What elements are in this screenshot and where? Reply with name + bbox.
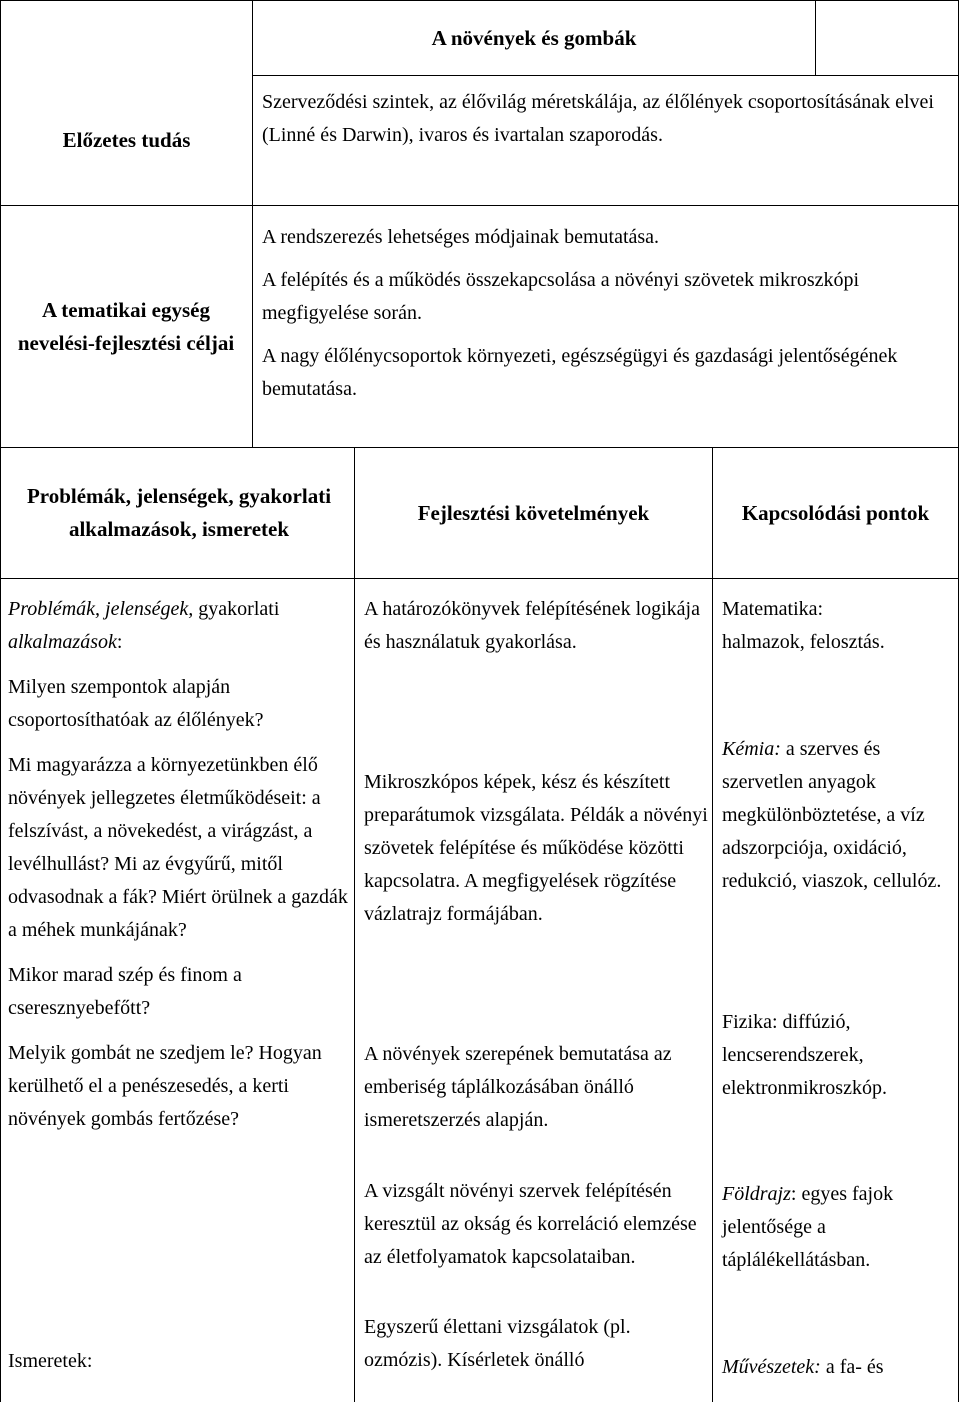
requirement-item: Mikroszkópos képek, kész és készített preparátumok vizsgálata. Példák a növényi szövetek felépítése és működése közötti kapcsolatra. A megfigyelések rögzítése vázlatrajz formájában. <box>364 771 708 925</box>
column-header-row-bottom <box>0 578 959 579</box>
column-divider-1 <box>354 447 355 1402</box>
problem-question: Mi magyarázza a környezetünkben élő növények jellegzetes életműködéseit: a felszívást, a növekedést, a virágzást, a levélhullást? Mi az évgyűrű, mitől odvasodnak a fák? Miért örülnek a gazdák a méhek munkájának? <box>8 754 348 941</box>
connection-geography <box>722 1178 954 1277</box>
title-row-bottom <box>252 75 959 76</box>
goal-item: A felépítés és a működés összekapcsolása a növényi szövetek mikroszkópi megfigyelése során. <box>262 269 860 324</box>
requirement-item: Egyszerű élettani vizsgálatok (pl. ozmózis). Kísérletek önálló <box>364 1316 631 1371</box>
connection-physics-label: Fizika <box>722 1011 772 1033</box>
previous-knowledge-text: Szerveződési szintek, az élővilág méretskálája, az élőlények csoportosításának elvei (Linné és Darwin), ivaros és ivartalan szaporodás. <box>262 91 934 146</box>
problems-column <box>8 593 352 1136</box>
requirement-item: A határozókönyvek felépítésének logikája és használatuk gyakorlása. <box>364 598 700 653</box>
problem-question: Milyen szempontok alapján csoportosíthatóak az élőlények? <box>8 676 264 731</box>
connection-physics <box>722 1006 954 1105</box>
page-title: A növények és gombák <box>431 25 637 50</box>
title-row-divider <box>815 0 816 75</box>
connection-chemistry-label: Kémia: <box>722 738 781 760</box>
connection-arts <box>722 1351 954 1384</box>
goals-list <box>262 221 942 406</box>
connection-arts-label: Művészetek: <box>722 1356 821 1378</box>
goal-item: A nagy élőlénycsoportok környezeti, egészségügyi és gazdasági jelentőségének bemutatása. <box>262 345 898 400</box>
column-header-requirements: Fejlesztési követelmények <box>417 500 650 525</box>
connection-geography-label: Földrajz <box>722 1183 791 1205</box>
column-header-connections: Kapcsolódási pontok <box>741 500 930 525</box>
previous-knowledge-label: Előzetes tudás <box>62 128 191 152</box>
connection-geography-text: : egyes fajok jelentősége a táplálékellátásban. <box>722 1183 894 1271</box>
goals-label: A tematikai egység nevelési-fejlesztési céljai <box>17 297 235 355</box>
requirement-item: A vizsgált növényi szervek felépítésén keresztül az okság és korreláció elemzése az életfolyamatok kapcsolataiban. <box>364 1180 697 1268</box>
requirement-item: A növények szerepének bemutatása az emberiség táplálkozásában önálló ismeretszerzés alapján. <box>364 1043 672 1131</box>
connection-physics-text: : diffúzió, lencserendszerek, elektronmikroszkóp. <box>722 1011 887 1099</box>
connection-math <box>722 593 954 659</box>
connection-chemistry <box>722 733 954 898</box>
column-divider-2 <box>712 447 713 1402</box>
problem-question: Mikor marad szép és finom a cseresznyebefőtt? <box>8 964 242 1019</box>
knowledge-label: Ismeretek: <box>8 1350 93 1372</box>
column-header-problems: Problémák, jelenségek, gyakorlati alkalmazások, ismeretek <box>26 484 332 541</box>
connection-chemistry-text: a szerves és szervetlen anyagok megkülönböztetése, a víz adszorpciója, oxidáció, redukció, viaszok, cellulóz. <box>722 738 942 892</box>
connection-arts-text: a fa- és <box>820 1356 884 1378</box>
problems-intro: Problémák, jelenségek, gyakorlati alkalmazások: <box>8 598 280 653</box>
connection-math-label: Matematika: <box>722 598 824 620</box>
problem-question: Melyik gombát ne szedjem le? Hogyan kerülhető el a penészesedés, a kerti növények gombás fertőzése? <box>8 1042 322 1130</box>
table-border-right <box>958 0 959 1402</box>
connection-math-text: halmazok, felosztás. <box>722 631 885 653</box>
table-border-left <box>0 0 1 1402</box>
goal-item: A rendszerezés lehetséges módjainak bemutatása. <box>262 226 660 248</box>
